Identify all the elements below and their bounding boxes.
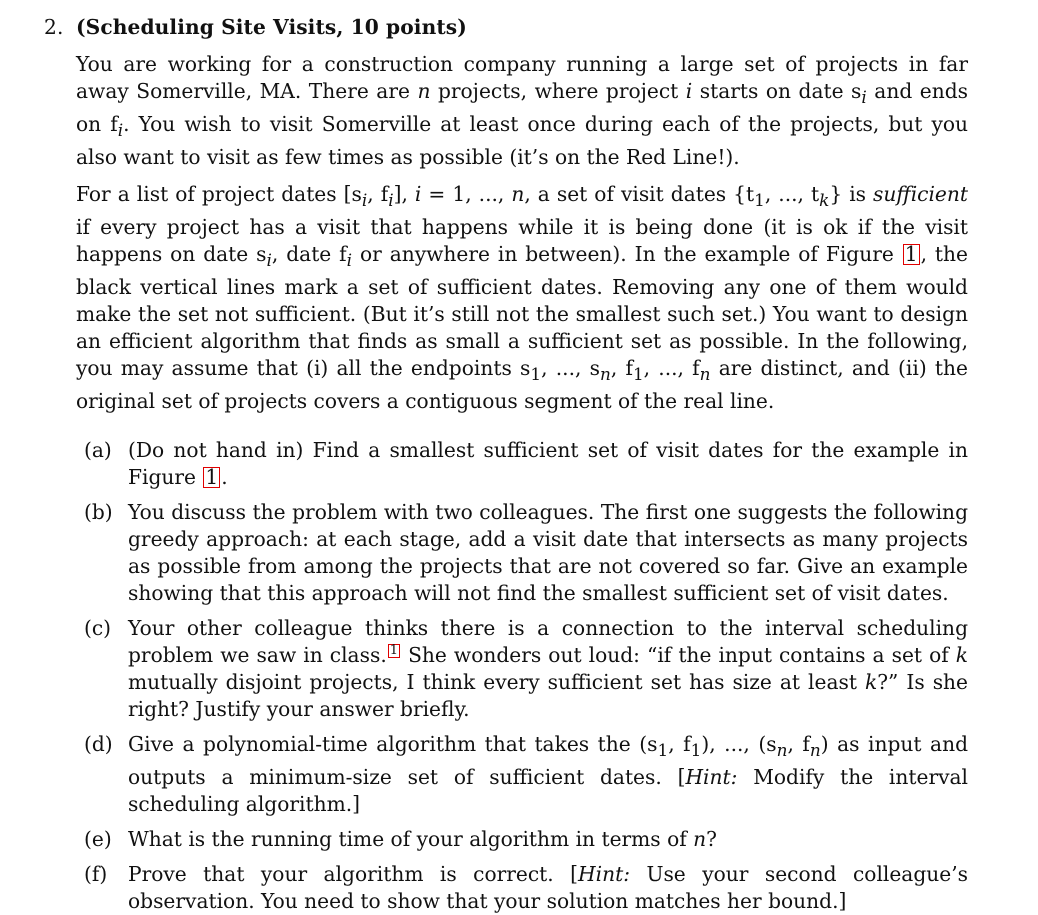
part-text: What is the running time of your algorithm in terms of n? (128, 827, 717, 852)
part-label: (a) (84, 438, 112, 463)
part-d (76, 731, 968, 818)
math-sub-1: 1 (690, 740, 702, 761)
intro-text: projects, where project (430, 79, 686, 103)
part-label: (b) (84, 500, 113, 525)
part-a (76, 437, 968, 491)
intro-text: starts on date s (692, 79, 862, 103)
part-text: Prove that your algorithm is correct. [Hint: Use your second colleague’s observation. You need to show that your solution matches her bound.] (128, 862, 968, 914)
math-sub-i: i (117, 120, 124, 141)
math-n: n (511, 182, 525, 207)
hint-label: Hint: (578, 862, 630, 887)
math-n: n (693, 827, 707, 852)
def-text: , ..., s (541, 356, 600, 381)
intro-text: . You wish to visit Somerville at least once during each of the projects, but you also want to visit as few times as possible (it’s on the Red Line!). (76, 112, 969, 170)
definition-paragraph (76, 181, 968, 415)
math-i: i (685, 79, 693, 103)
math-sub-i: i (346, 250, 353, 271)
def-text: , date f (271, 242, 347, 267)
def-text: } is (829, 182, 874, 207)
parts-list (76, 437, 968, 915)
def-text: = 1, ..., (421, 182, 512, 207)
math-sub-1: 1 (632, 364, 644, 385)
figure-ref-link[interactable]: 1 (205, 465, 219, 490)
math-sub-k: k (819, 190, 830, 211)
part-label: (e) (84, 827, 112, 852)
def-text: , a set of visit dates {t (524, 182, 755, 207)
math-i: i (414, 182, 422, 207)
part-e (76, 826, 968, 853)
def-text: , ..., t (764, 182, 820, 207)
intro-paragraph (76, 51, 968, 171)
math-sub-i: i (388, 190, 394, 211)
hint-label: Hint: (685, 765, 738, 790)
math-sub-n: n (699, 364, 711, 385)
def-text: , f (610, 356, 633, 381)
def-text: , f (367, 182, 389, 207)
part-label: (f) (84, 862, 108, 887)
def-text: or anywhere in between). In the example of Figure (352, 242, 902, 267)
problem-title: (Scheduling Site Visits, 10 points) (76, 15, 467, 39)
footnote-ref-link[interactable]: 1 (389, 643, 399, 659)
part-text: (Do not hand in) Find a smallest sufficient set of visit dates for the example in Figure 1 . (128, 438, 968, 490)
def-text: , ..., f (643, 356, 700, 381)
intro-text: and ends on f (76, 79, 968, 137)
problem-number: 2. (44, 15, 64, 39)
part-f (76, 861, 968, 915)
figure-ref-link[interactable]: 1 (904, 242, 918, 267)
part-text: Your other colleague thinks there is a connection to the interval scheduling problem we saw in class. $^1$ She wonders out loud: “if the input contains a set of k mutually disjoint projects, I think every sufficient set has size at least k?” Is she right? Justify your answer briefly. (128, 616, 969, 722)
def-text: For a list of project dates [s (76, 182, 362, 207)
part-label: (d) (84, 732, 113, 757)
part-text: You discuss the problem with two colleagues. The first one suggests the following greedy approach: at each stage, add a visit date that intersects as many projects as possible from among the projects that are not covered so far. Give an example showing that this approach will not find the smallest sufficient set of visit dates. (128, 500, 968, 606)
math-sub-i: i (266, 250, 272, 271)
def-text: are distinct, and (ii) the original set of projects covers a contiguous segment of the real line. (76, 356, 968, 414)
intro-text: You are working for a construction company running a large set of projects in far away Somerville, MA. There are (76, 52, 968, 103)
problem-heading (44, 14, 968, 41)
math-sub-i: i (861, 87, 867, 108)
math-k: k (955, 643, 968, 668)
def-text: if every project has a visit that happens while it is being done (it is ok if the visit happens on date s (76, 215, 968, 267)
part-b (76, 499, 968, 607)
math-sub-i: i (361, 190, 368, 211)
sufficient-term: sufficient (873, 182, 968, 207)
math-sub-n: n (809, 740, 821, 761)
math-sub-1: 1 (657, 740, 669, 761)
part-text: Give a polynomial-time algorithm that takes the ($s_1$, $f_1$), ..., ($s_n$, $f_n$) as input and outputs a minimum-size set of sufficient dates. [Hint: Modify the interval scheduling algorithm.] (128, 732, 969, 817)
def-text: ], (393, 182, 415, 207)
math-sub-1: 1 (754, 190, 765, 211)
part-c (76, 615, 968, 723)
math-sub-n: n (599, 364, 611, 385)
math-sub-n: n (776, 740, 788, 761)
math-k: k (864, 670, 878, 695)
math-n: n (417, 79, 431, 103)
part-label: (c) (84, 616, 112, 641)
def-text: , the black vertical lines mark a set of sufficient dates. Removing any one of them would make the set not sufficient. (But it’s still not the smallest such set.) You want to design an efficient algorithm that finds as small a sufficient set as possible. In the following, you may assume that (i) all the endpoints s (76, 242, 968, 381)
math-sub-1: 1 (530, 364, 542, 385)
